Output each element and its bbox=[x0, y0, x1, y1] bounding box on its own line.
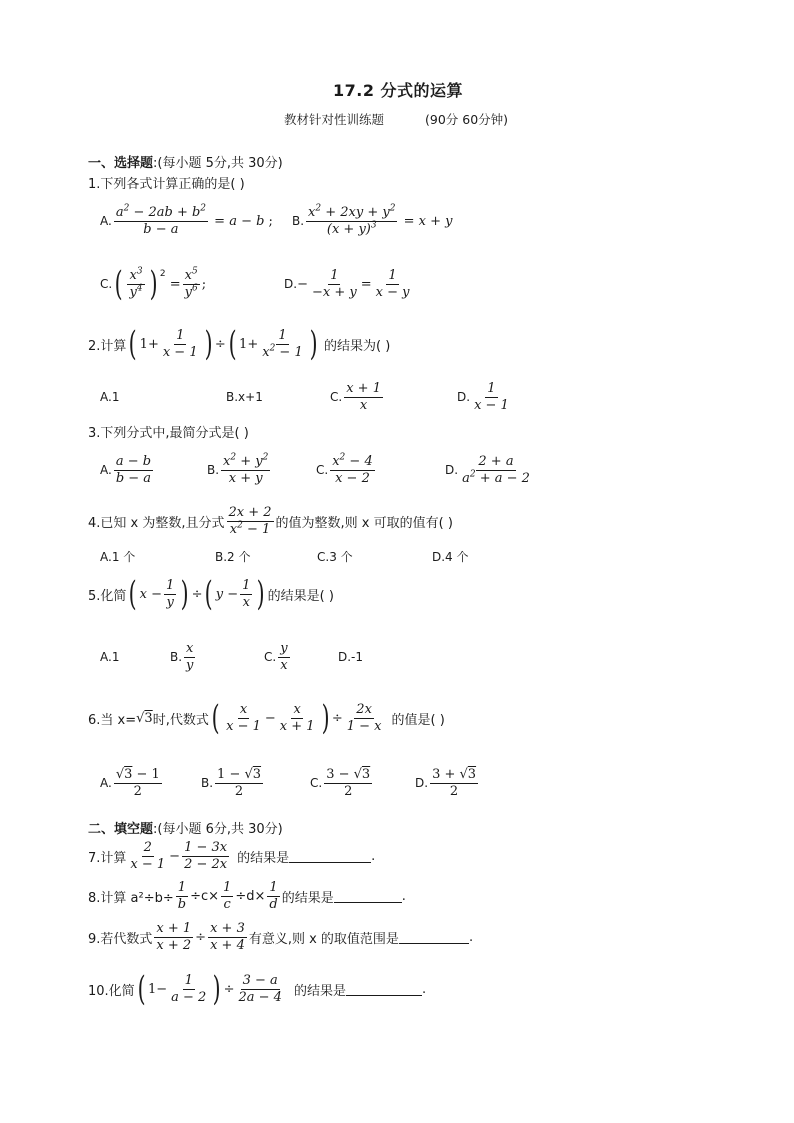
section-fill-heading bbox=[88, 818, 283, 837]
q5-option-c[interactable]: C. $\frac{y}{x}$ bbox=[264, 640, 288, 673]
q6-option-d[interactable]: D. $\frac{3 + √3}{2}$ bbox=[415, 766, 477, 799]
page-subtitle: 教材针对性训练题 bbox=[284, 112, 385, 127]
q6-option-c[interactable]: C. $\frac{3 - √3}{2}$ bbox=[310, 766, 371, 799]
question-4-stem: 4.已知 x 为整数,且分式 $\frac{2x + 2}{x^2 - 1}$ 的值为整数,则 x 可取的值有( ) bbox=[88, 504, 453, 537]
q3-option-a[interactable]: A. $\frac{a - b}{b - a}$ bbox=[100, 453, 152, 486]
question-7-stem: 7.计算 $\frac{2}{x - 1}$ − $\frac{1 - 3x}{2 - 2x}$ 的结果是 . bbox=[88, 839, 376, 872]
question-10-stem: 10.化简 ( 1− $\frac{1}{a - 2}$ ) ÷ $\frac{3 - a}{2a - 4}$ 的结果是 . bbox=[88, 969, 427, 1009]
section-choice-note: :(每小题 5分,共 30分) bbox=[153, 156, 283, 171]
q6-option-b[interactable]: B. $\frac{1 - √3}{2}$ bbox=[201, 766, 262, 799]
q2-option-c[interactable]: C. $\frac{x + 1}{x}$ bbox=[330, 380, 381, 413]
q4-option-d[interactable]: D.4 个 bbox=[432, 550, 469, 564]
section-choice-title: 一、选择题 bbox=[88, 156, 154, 171]
q6-option-a[interactable]: A. $\frac{√3 - 1}{2}$ bbox=[100, 766, 160, 799]
q2-option-b[interactable]: B.x+1 bbox=[226, 390, 263, 404]
question-8-stem: 8.计算 a²÷b÷ $\frac{1}{b}$ ÷c× $\frac{1}{c}$ ÷d× $\frac{1}{d}$ 的结果是 . bbox=[88, 879, 406, 912]
question-3-stem: 3.下列分式中,最简分式是( ) bbox=[88, 426, 249, 441]
question-1-stem: 1.下列各式计算正确的是( ) bbox=[88, 177, 245, 192]
q10-answer-blank[interactable] bbox=[346, 982, 422, 996]
q5-option-b[interactable]: B. $\frac{x}{y}$ bbox=[170, 640, 194, 673]
q3-option-b[interactable]: B. $\frac{x^2 + y^2}{x + y}$ bbox=[207, 452, 269, 486]
q3-option-c[interactable]: C. $\frac{x^2 - 4}{x - 2}$ bbox=[316, 452, 373, 486]
q4-option-b[interactable]: B.2 个 bbox=[215, 550, 251, 564]
q5-option-d[interactable]: D.-1 bbox=[338, 650, 364, 664]
section-fill-title: 二、填空题 bbox=[88, 822, 154, 837]
q2-option-d[interactable]: D. $\frac{1}{x - 1}$ bbox=[457, 380, 509, 413]
q1-option-a[interactable]: A. $\frac{a^2 - 2ab + b^2}{b - a}$ = a − b ; bbox=[100, 203, 273, 237]
question-5-stem: 5.化简 ( x − $\frac{1}{y}$ ) ÷ ( y − $\frac{1}{x}$ ) 的结果是( ) bbox=[88, 574, 334, 614]
q4-option-c[interactable]: C.3 个 bbox=[317, 550, 353, 564]
question-9-stem: 9.若代数式 $\frac{x + 1}{x + 2}$ ÷ $\frac{x + 3}{x + 4}$ 有意义,则 x 的取值范围是 . bbox=[88, 920, 474, 953]
q5-option-a[interactable]: A.1 bbox=[100, 650, 120, 664]
q2-option-a[interactable]: A.1 bbox=[100, 390, 120, 404]
q9-answer-blank[interactable] bbox=[399, 930, 469, 944]
q8-answer-blank[interactable] bbox=[334, 889, 402, 903]
q3-option-d[interactable]: D. $\frac{2 + a}{a^2 + a - 2}$ bbox=[445, 453, 530, 486]
page-title: 17.2 分式的运算 bbox=[333, 81, 464, 100]
q1-option-c[interactable]: C. ( $\frac{x^3}{y^4}$ ) $^2$ = $\frac{x^5}{y^6}$ ; bbox=[100, 264, 207, 304]
question-2-stem: 2.计算 ( 1+ $\frac{1}{x - 1}$ ) ÷ ( 1+ $\frac{1}{x^2 - 1}$ ) 的结果为( ) bbox=[88, 324, 391, 364]
time-score-note: (90分 60分钟) bbox=[425, 112, 509, 127]
section-choice-heading bbox=[88, 152, 283, 171]
question-6-stem: 6.当 x= √3 时,代数式 ( $\frac{x}{x - 1}$ − $\frac{x}{x + 1}$ ) ÷ $\frac{2x}{1 - x}$ 的值是( ) bbox=[88, 698, 445, 738]
q1-option-d[interactable]: D. − $\frac{1}{-x + y}$ = $\frac{1}{x - y}$ bbox=[284, 267, 410, 300]
section-fill-note: :(每小题 6分,共 30分) bbox=[153, 822, 283, 837]
q4-option-a[interactable]: A.1 个 bbox=[100, 550, 136, 564]
q7-answer-blank[interactable] bbox=[289, 849, 371, 863]
q1-option-b[interactable]: B. $\frac{x^2 + 2xy + y^2}{(x + y)^3}$ = x + y bbox=[292, 203, 453, 237]
